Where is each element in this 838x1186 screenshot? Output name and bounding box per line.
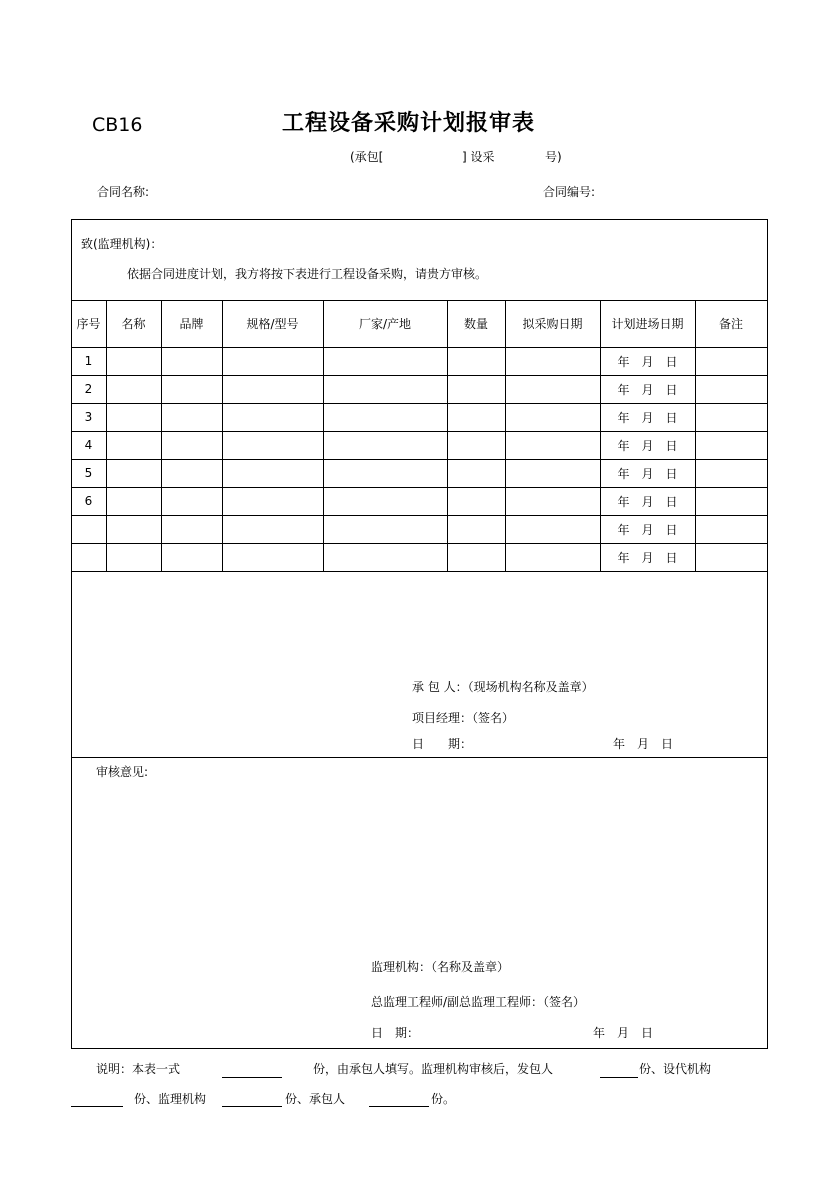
row-number (71, 515, 106, 543)
row-date: 年 月 日 (617, 494, 678, 509)
note-text: 份。 (431, 1092, 456, 1106)
col-header: 规格/型号 (246, 317, 299, 331)
review-date-label: 日 期： (371, 1026, 420, 1040)
page-title: 工程设备采购计划报审表 (282, 111, 536, 136)
note-text: 份，由承包人填写。监理机构审核后，发包人 (313, 1062, 554, 1076)
project-manager-label: 项目经理：（签名） (412, 711, 515, 725)
note-text: 份、设代机构 (639, 1062, 712, 1076)
row-number: 1 (84, 354, 93, 368)
review-date: 年 月 日 (593, 1026, 654, 1040)
form-code: CB16 (92, 114, 143, 136)
row-number (71, 543, 106, 571)
col-header: 品牌 (179, 317, 204, 331)
subtitle-mid: ] 设采 (462, 150, 495, 164)
subtitle-prefix: (承包[ (350, 150, 384, 164)
contractor-date-label: 日 期： (412, 737, 473, 751)
col-header: 备注 (718, 317, 743, 331)
row-number: 5 (84, 466, 93, 480)
note-text: 份、承包人 (285, 1092, 346, 1106)
row-number: 3 (84, 410, 93, 424)
row-date: 年 月 日 (617, 550, 678, 565)
supervisor-org-label: 监理机构：（名称及盖章） (371, 960, 510, 974)
row-date: 年 月 日 (617, 410, 678, 425)
row-number: 6 (84, 494, 93, 508)
col-header: 序号 (76, 317, 101, 331)
to-label: 致(监理机构)： (81, 237, 163, 251)
col-header: 计划进场日期 (611, 317, 684, 331)
col-header: 厂家/产地 (358, 317, 412, 331)
contract-no-label: 合同编号: (543, 185, 596, 199)
contractor-date: 年 月 日 (613, 737, 674, 751)
contract-name-label: 合同名称: (97, 185, 150, 199)
contractor-label: 承 包 人：（现场机构名称及盖章） (412, 680, 594, 694)
row-date: 年 月 日 (617, 382, 678, 397)
row-date: 年 月 日 (617, 522, 678, 537)
row-number: 2 (84, 382, 93, 396)
review-opinion-label: 审核意见: (96, 765, 149, 779)
row-number: 4 (84, 438, 93, 452)
col-header: 名称 (121, 317, 146, 331)
note-text: 份、监理机构 (134, 1092, 207, 1106)
chief-engineer-label: 总监理工程师/副总监理工程师：（签名） (371, 995, 586, 1009)
note-text: 说明：本表一式 (96, 1062, 181, 1076)
col-header: 数量 (463, 317, 488, 331)
row-date: 年 月 日 (617, 354, 678, 369)
row-date: 年 月 日 (617, 466, 678, 481)
subtitle-suffix: 号) (545, 150, 562, 164)
row-date: 年 月 日 (617, 438, 678, 453)
col-header: 拟采购日期 (522, 317, 583, 331)
intro-text: 依据合同进度计划，我方将按下表进行工程设备采购，请贵方审核。 (127, 267, 488, 281)
